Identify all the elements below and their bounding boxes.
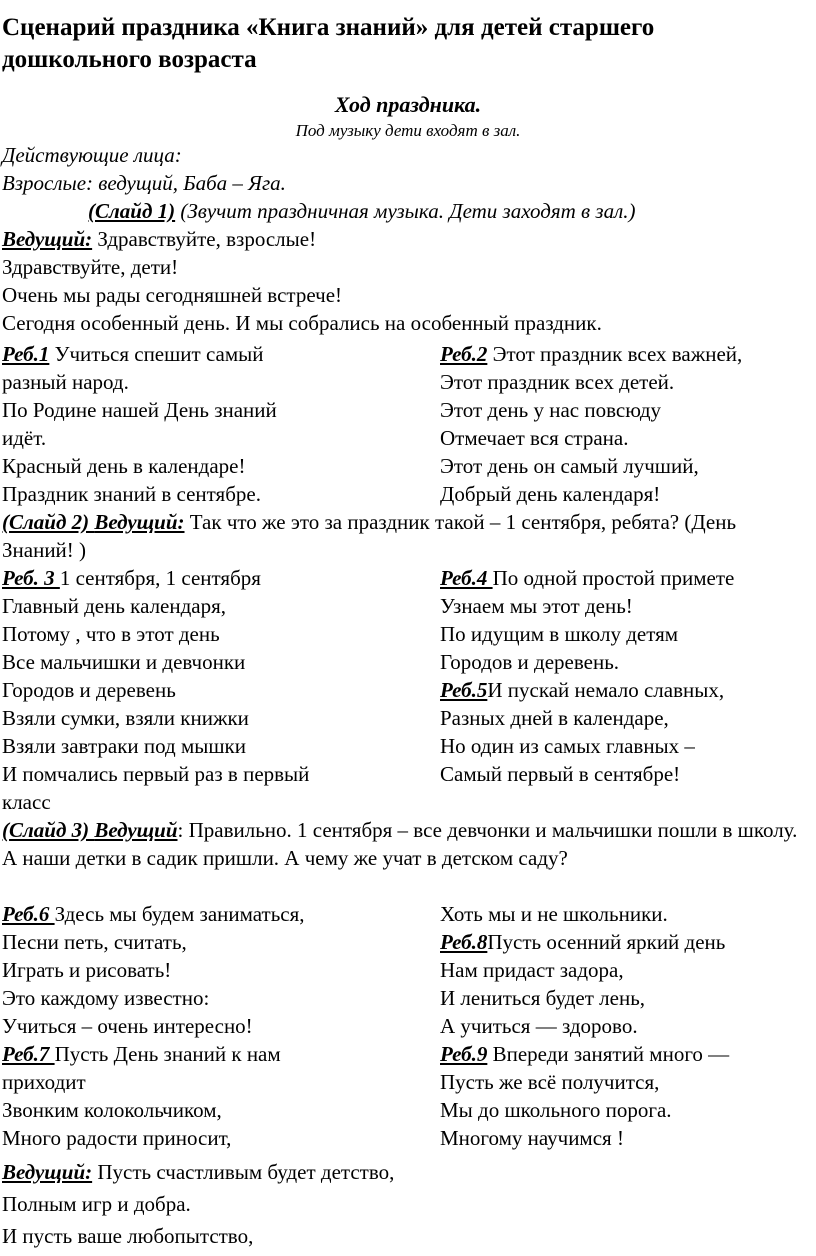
- slide1-line: [88, 198, 636, 225]
- slide3-host: Ведущий: [94, 818, 178, 842]
- host-greeting-text: Здравствуйте, взрослые!: [97, 227, 317, 251]
- verse-line: И помчались первый раз в первый: [2, 762, 310, 786]
- verse-line: Звонким колокольчиком,: [2, 1098, 222, 1122]
- closing-host: Ведущий:: [2, 1160, 93, 1184]
- document-title: Сценарий праздника «Книга знаний» для детей старшего дошкольного возраста: [2, 14, 655, 73]
- verse-line: Мы до школьного порога.: [440, 1098, 672, 1122]
- verse-line: Взяли сумки, взяли книжки: [2, 706, 249, 730]
- poem-block3-left: [2, 900, 422, 1040]
- adults-line: Взрослые: ведущий, Баба – Яга.: [2, 171, 286, 195]
- verse-line: Многому научимся !: [440, 1126, 624, 1150]
- verse-line: Хоть мы и не школьники.: [440, 902, 668, 926]
- verse-line: Этот праздник всех детей.: [440, 370, 675, 394]
- verse-line: По идущим в школу детям: [440, 622, 679, 646]
- progress-heading: Ход праздника.: [334, 92, 482, 117]
- slide1-direction: (Звучит праздничная музыка. Дети заходят в зал.): [180, 199, 636, 223]
- verse-line: идёт.: [2, 426, 47, 450]
- verse-line: Городов и деревень.: [440, 650, 620, 674]
- verse-line: И пусть ваше любопытство,: [2, 1224, 254, 1248]
- verse-line: Песни петь, считать,: [2, 930, 187, 954]
- verse-line: Этот праздник всех важней,: [487, 342, 743, 366]
- verse-line: Играть и рисовать!: [2, 958, 172, 982]
- verse-line: Много радости приносит,: [2, 1126, 232, 1150]
- poem-block1-right: [440, 340, 810, 508]
- child-label: Реб.1: [2, 342, 50, 366]
- slide3-paragraph: [2, 816, 807, 872]
- verse-line: Узнаем мы этот день!: [440, 594, 633, 618]
- verse-line: Этот день у нас повсюду: [440, 398, 662, 422]
- child-label: Реб.6: [2, 902, 55, 926]
- verse-line: разный народ.: [2, 370, 129, 394]
- intro-direction: Под музыку дети входят в зал.: [295, 121, 521, 140]
- verse-line: Все мальчишки и девчонки: [2, 650, 246, 674]
- verse-line: приходит: [2, 1070, 86, 1094]
- verse-line: Впереди занятий много —: [487, 1042, 730, 1066]
- child-label: Реб.5: [440, 678, 488, 702]
- child-label: Реб.7: [2, 1042, 55, 1066]
- child-label: Реб.8: [440, 930, 488, 954]
- verse-line: Разных дней в календаре,: [440, 706, 669, 730]
- slide2-text: Так что же это за праздник такой – 1 сентября, ребята? (День Знаний! ): [2, 510, 737, 562]
- child-label: Реб.9: [440, 1042, 488, 1066]
- verse-line: Здесь мы будем заниматься,: [54, 902, 305, 926]
- host-greeting-line: Здравствуйте, дети!: [2, 255, 179, 279]
- child-label: Реб.4: [440, 566, 493, 590]
- poem-block4-right: [440, 1040, 810, 1152]
- verse-line: Праздник знаний в сентябре.: [2, 482, 261, 506]
- verse-line: Красный день в календаре!: [2, 454, 246, 478]
- host-greeting-line: Очень мы рады сегодняшней встрече!: [2, 283, 343, 307]
- verse-line: И пускай немало славных,: [487, 678, 725, 702]
- poem-block2-right: [440, 564, 810, 788]
- slide1-label: (Слайд 1): [88, 199, 176, 223]
- slide3-text: : Правильно. 1 сентября – все девчонки и мальчишки пошли в школу. А наши детки в садик пришли. А чему же учат в детском саду?: [2, 818, 798, 870]
- verse-line: По одной простой примете: [492, 566, 735, 590]
- verse-line: Учиться спешит самый: [49, 342, 264, 366]
- verse-line: 1 сентября, 1 сентября: [59, 566, 261, 590]
- verse-line: Полным игр и добра.: [2, 1192, 191, 1216]
- verse-line: Городов и деревень: [2, 678, 176, 702]
- verse-line: Самый первый в сентябре!: [440, 762, 681, 786]
- poem-block4-left: [2, 1040, 422, 1152]
- verse-line: Но один из самых главных –: [440, 734, 695, 758]
- verse-line: Это каждому известно:: [2, 986, 210, 1010]
- poem-block1-left: [2, 340, 422, 508]
- verse-line: Пусть же всё получится,: [440, 1070, 660, 1094]
- verse-line: Главный день календаря,: [2, 594, 227, 618]
- verse-line: класс: [2, 790, 51, 814]
- slide3-label: (Слайд 3): [2, 818, 95, 842]
- closing-line: [2, 1156, 394, 1188]
- verse-line: А учиться — здорово.: [440, 1014, 638, 1038]
- slide2-host: Ведущий:: [94, 510, 185, 534]
- slide2-label: (Слайд 2): [2, 510, 95, 534]
- verse-line: Пусть счастливым будет детство,: [92, 1160, 395, 1184]
- verse-line: Потому , что в этот день: [2, 622, 220, 646]
- verse-line: Этот день он самый лучший,: [440, 454, 699, 478]
- slide2-paragraph: [2, 508, 807, 564]
- poem-block3-right: [440, 900, 810, 1040]
- verse-line: Учиться – очень интересно!: [2, 1014, 253, 1038]
- verse-line: По Родине нашей День знаний: [2, 398, 277, 422]
- host-greeting-line: [2, 226, 316, 253]
- characters-label: Действующие лица:: [2, 143, 182, 167]
- poem-block2-left: [2, 564, 422, 816]
- verse-line: Пусть День знаний к нам: [54, 1042, 281, 1066]
- child-label: Реб. 3: [2, 566, 60, 590]
- child-label: Реб.2: [440, 342, 488, 366]
- verse-line: Пусть осенний яркий день: [487, 930, 726, 954]
- verse-line: Взяли завтраки под мышки: [2, 734, 246, 758]
- host-greeting-line: Сегодня особенный день. И мы собрались на особенный праздник.: [2, 311, 602, 335]
- verse-line: Отмечает вся страна.: [440, 426, 629, 450]
- verse-line: Нам придаст задора,: [440, 958, 624, 982]
- verse-line: Добрый день календаря!: [440, 482, 661, 506]
- verse-line: И лениться будет лень,: [440, 986, 646, 1010]
- host-label: Ведущий:: [2, 227, 93, 251]
